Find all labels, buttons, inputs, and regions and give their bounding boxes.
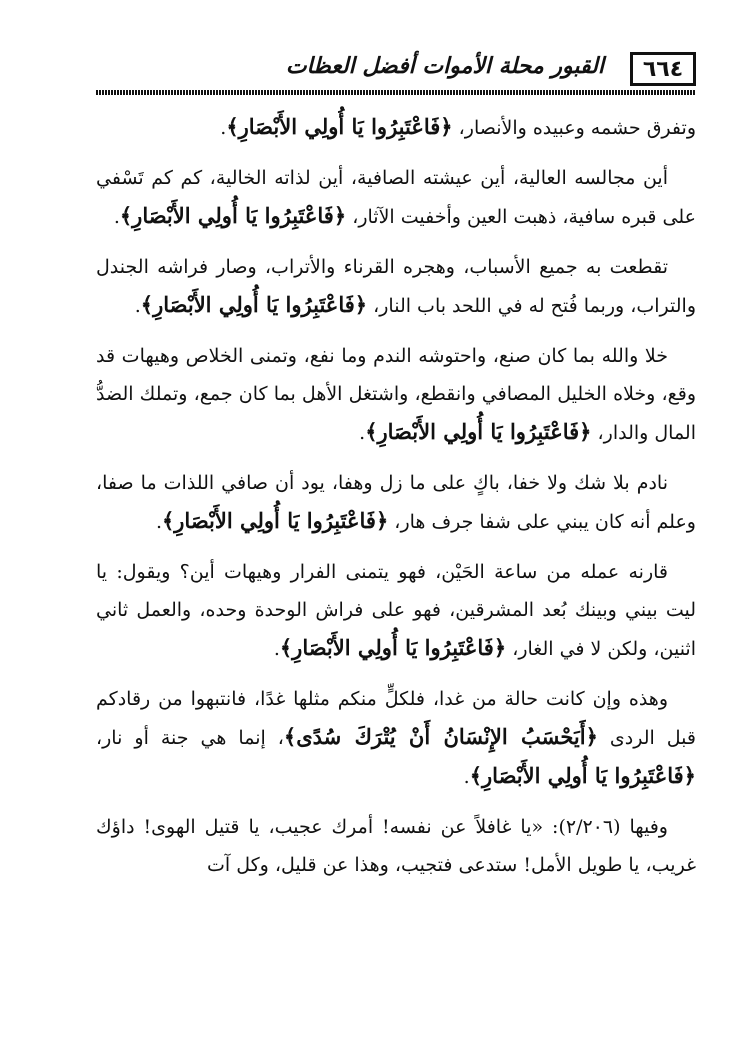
paragraph-end: . (220, 117, 227, 139)
paragraph-text: ، إنما هي جنة أو نار، (96, 727, 284, 749)
quran-verse: ﴿فَاعْتَبِرُوا يَا أُولِي الأَبْصَارِ﴾ (469, 763, 696, 788)
paragraph-text: وهذه وإن كانت حالة من غدا، فلكلٍّ منكم مثلها غدًا، فانتبهوا من رقادكم قبل الردى (96, 688, 696, 749)
header-rule (96, 90, 696, 95)
paragraph-text: وتفرق حشمه وعبيده والأنصار، (452, 117, 696, 139)
paragraph-text: أين مجالسه العالية، أين عيشته الصافية، أين لذاته الخالية، كم كم تَسْفي على قبره سافية، ذهبت العين وأخفيت الآثار، (96, 167, 696, 228)
paragraph-end: . (113, 206, 120, 228)
paragraph-end: . (134, 295, 141, 317)
paragraph-end: . (463, 766, 470, 788)
paragraph-7 (96, 680, 696, 796)
page-header (96, 48, 696, 92)
paragraph-5 (96, 464, 696, 541)
page-number: ٦٦٤ (630, 52, 696, 86)
quran-verse: ﴿فَاعْتَبِرُوا يَا أُولِي الأَبْصَارِ﴾ (279, 635, 507, 660)
paragraph-6 (96, 553, 696, 668)
quran-verse: ﴿فَاعْتَبِرُوا يَا أُولِي الأَبْصَارِ﴾ (140, 292, 368, 317)
quran-verse: ﴿أَيَحْسَبُ الإِنْسَانُ أَنْ يُتْرَكَ سُدًى﴾ (283, 724, 598, 749)
paragraph-end: . (359, 422, 366, 444)
paragraph-text: قارنه عمله من ساعة الحَيْن، فهو يتمنى الفرار وهيهات أين؟ ويقول: يا ليت بيني وبينك بُعد المشرقين، فهو على فراش الوحدة وحده، والعمل ثاني اثنين، ولكن لا في الغار، (96, 561, 696, 660)
paragraph-text: خلا والله بما كان صنع، واحتوشه الندم وما نفع، وتمنى الخلاص وهيهات قد وقع، وخلاه الخليل المصافي وانقطع، واشتغل الأهل بما كان جمع، وتملك الضدُّ المال والدار، (96, 345, 696, 444)
paragraph-end: . (155, 511, 162, 533)
paragraph-8 (96, 808, 696, 884)
paragraph-text: نادم بلا شك ولا خفا، باكٍ على ما زل وهفا، يود أن صافي اللذات ما صفا، وعلم أنه كان يبني على شفا جرف هار، (96, 472, 696, 533)
paragraph-2 (96, 159, 696, 236)
quran-verse: ﴿فَاعْتَبِرُوا يَا أُولِي الأَبْصَارِ﴾ (119, 203, 347, 228)
quran-verse: ﴿فَاعْتَبِرُوا يَا أُولِي الأَبْصَارِ﴾ (365, 419, 592, 444)
paragraph-text: وفيها (٢/٢٠٦): «يا غافلاً عن نفسه! أمرك عجيب، يا قتيل الهوى! داؤك غريب، يا طويل الأمل! ستدعى فتجيب، وهذا عن قليل، وكل آت (96, 816, 696, 876)
paragraph-1 (96, 108, 696, 147)
paragraph-3 (96, 248, 696, 325)
quran-verse: ﴿فَاعْتَبِرُوا يَا أُولِي الأَبْصَارِ﴾ (161, 508, 389, 533)
running-title: القبور محلة الأموات أفضل العظات (285, 54, 604, 79)
paragraph-text: تقطعت به جميع الأسباب، وهجره القرناء والأتراب، وصار فراشه الجندل والتراب، وربما فُتح له في اللحد باب النار، (96, 256, 696, 317)
body-text (96, 108, 696, 896)
quran-verse: ﴿فَاعْتَبِرُوا يَا أُولِي الأَبْصَارِ﴾ (226, 114, 453, 139)
paragraph-4 (96, 337, 696, 452)
paragraph-end: . (273, 638, 280, 660)
